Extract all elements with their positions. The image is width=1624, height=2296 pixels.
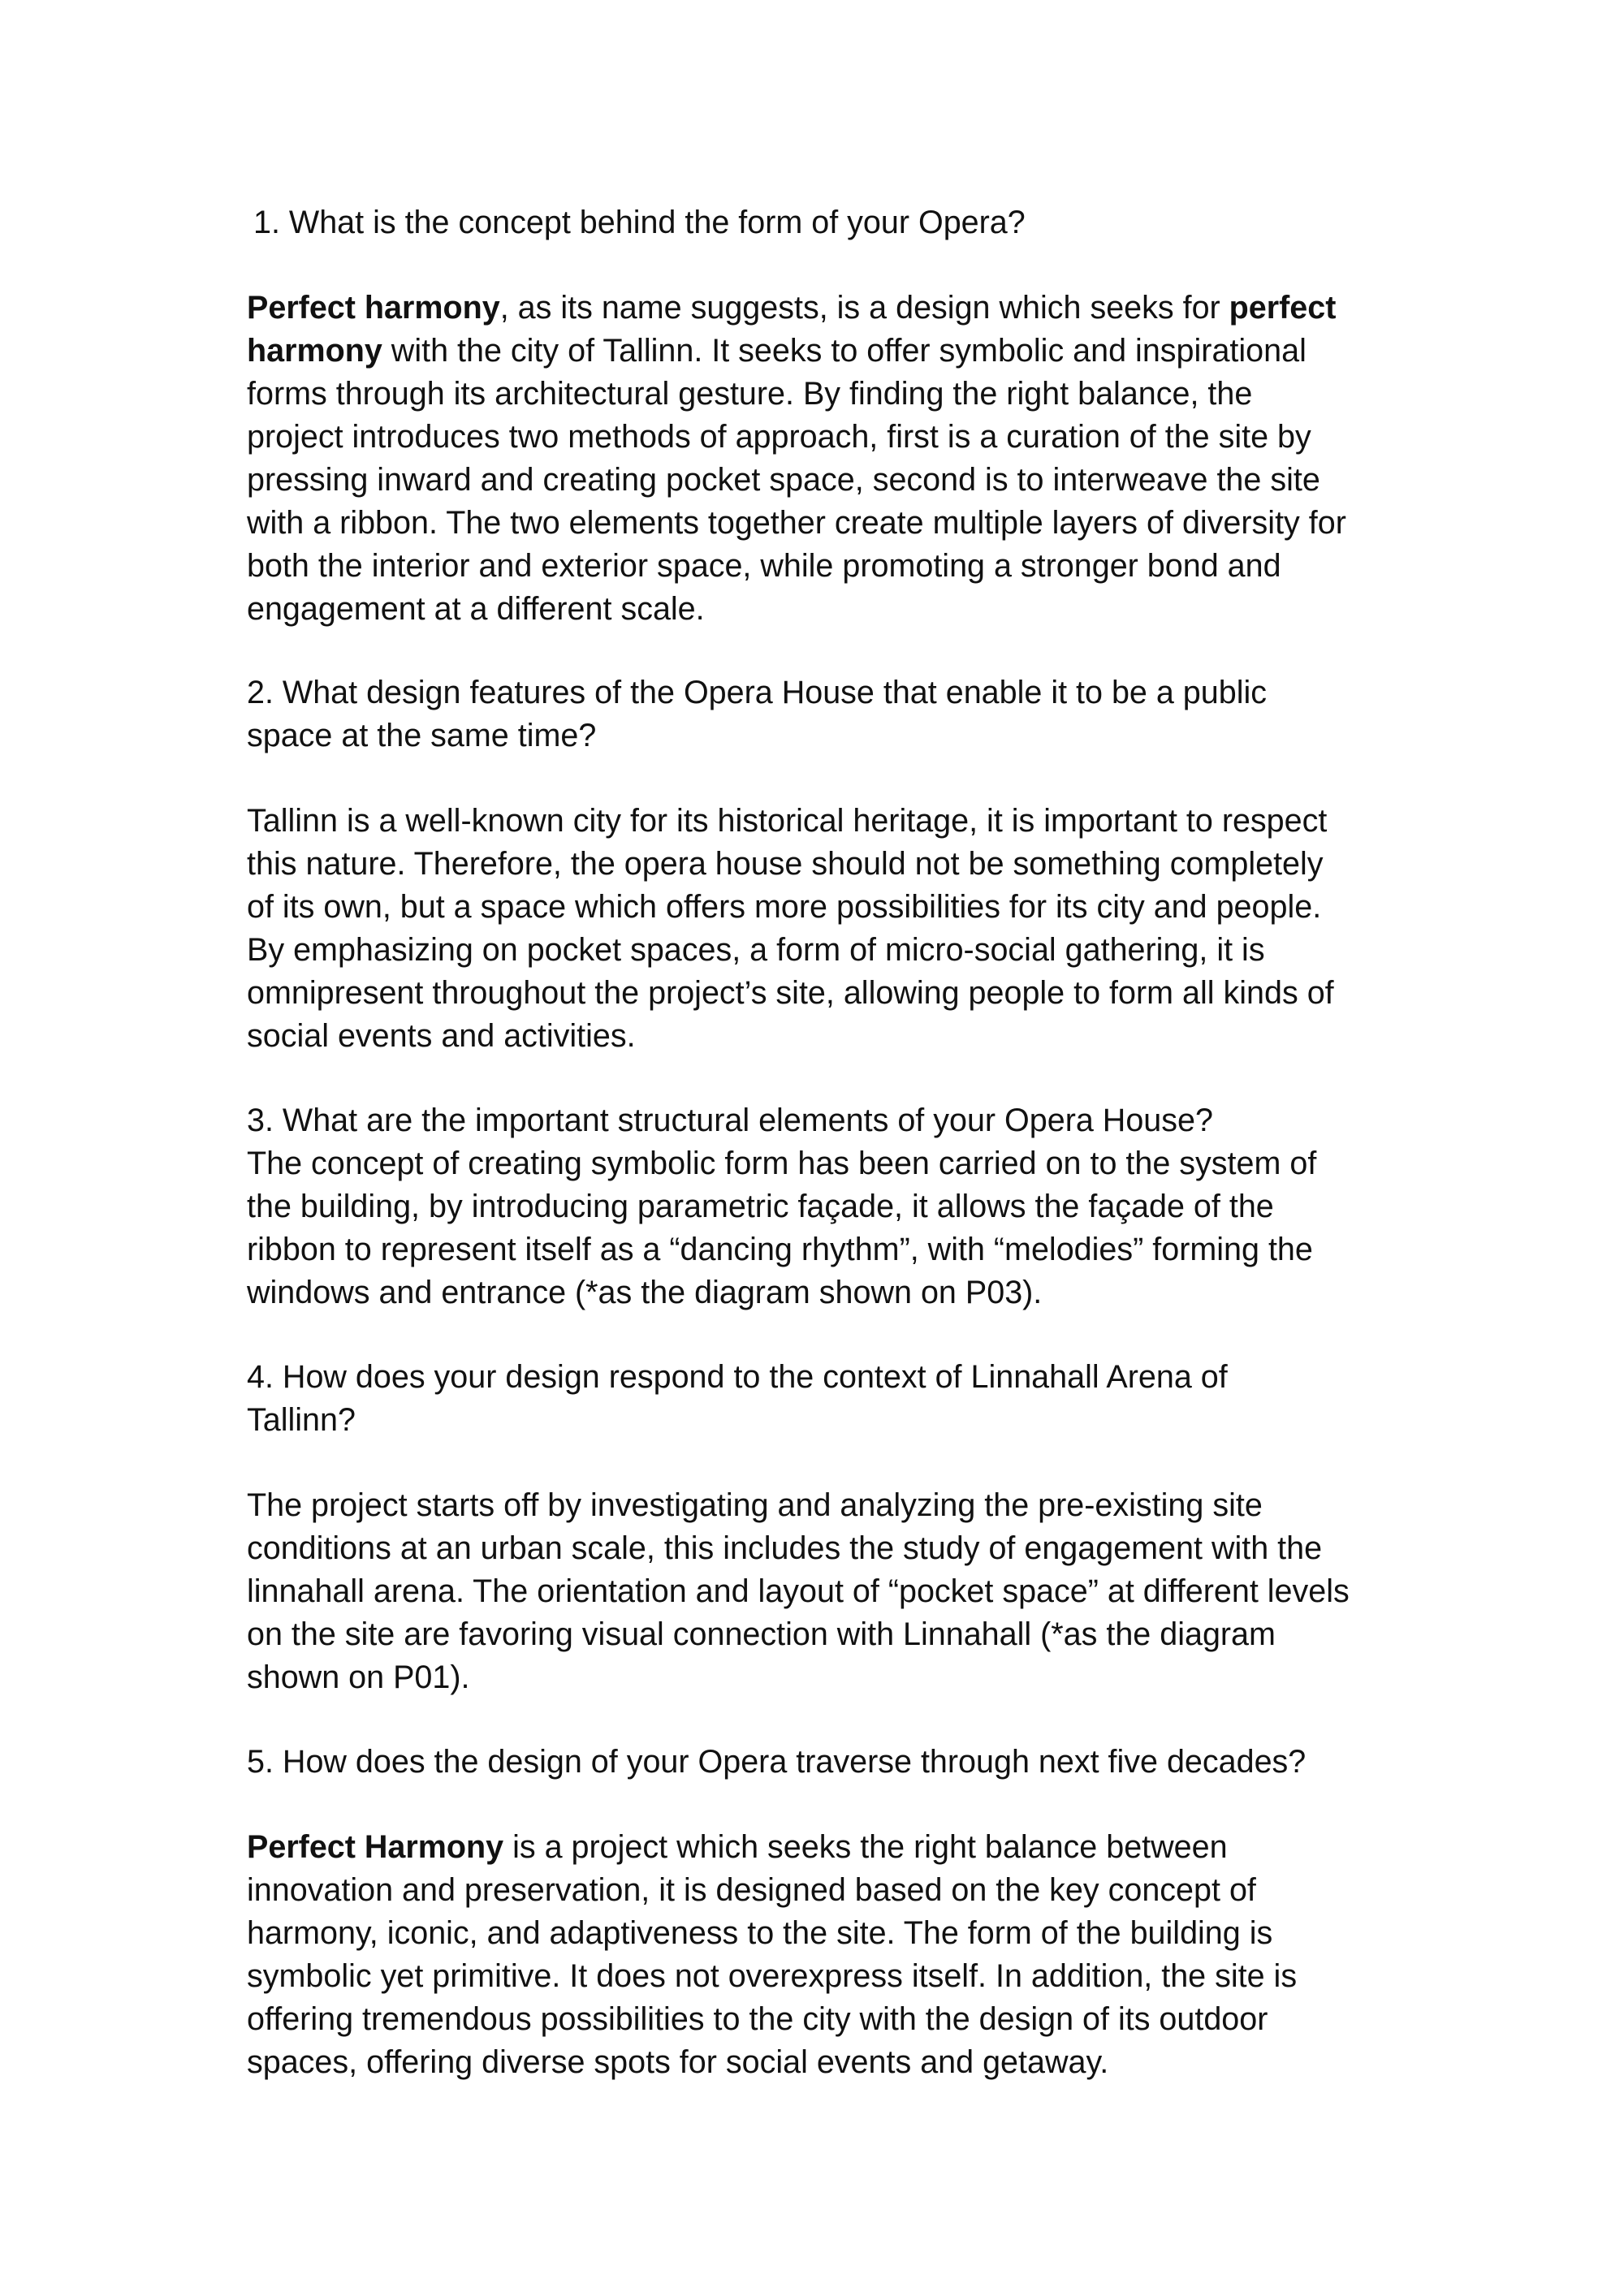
- text-line: ribbon to represent itself as a “dancing rhythm”, with “melodies” forming the: [247, 1232, 1313, 1267]
- text-line: conditions at an urban scale, this includes the study of engagement with the: [247, 1530, 1323, 1566]
- answer-1: [247, 287, 1416, 631]
- text-line: windows and entrance (*as the diagram shown on P03).: [247, 1275, 1043, 1310]
- text-line: [247, 1869, 1416, 1912]
- text-line: [247, 373, 1416, 416]
- text-segment: project introduces two methods of approach, first is a curation of the site by: [247, 419, 1311, 455]
- text-segment: engagement at a different scale.: [247, 591, 705, 627]
- text-line: [247, 588, 1416, 631]
- text-segment: both the interior and exterior space, while promoting a stronger bond and: [247, 548, 1281, 584]
- text-line: 4. How does your design respond to the context of Linnahall Arena of: [247, 1359, 1228, 1395]
- text-line: [247, 502, 1416, 545]
- text-segment: with the city of Tallinn. It seeks to offer symbolic and inspirational: [382, 333, 1307, 369]
- text-segment: innovation and preservation, it is designed based on the key concept of: [247, 1872, 1256, 1908]
- text-line: linnahall arena. The orientation and layout of “pocket space” at different levels: [247, 1573, 1350, 1609]
- text-line: 3. What are the important structural elements of your Opera House?: [247, 1103, 1213, 1138]
- text-line: social events and activities.: [247, 1018, 636, 1054]
- text-segment: symbolic yet primitive. It does not overexpress itself. In addition, the site is: [247, 1958, 1298, 1994]
- text-line: [247, 416, 1416, 459]
- answer-5: [247, 1826, 1416, 2084]
- bold-text: Perfect harmony: [247, 290, 500, 326]
- question-5: [247, 1741, 1416, 1784]
- question-2: [247, 671, 1416, 757]
- text-line: [247, 459, 1416, 502]
- bold-text: perfect: [1229, 290, 1337, 326]
- text-segment: harmony, iconic, and adaptiveness to the site. The form of the building is: [247, 1915, 1273, 1951]
- text-segment: , as its name suggests, is a design which seeks for: [499, 290, 1229, 326]
- text-line: [247, 330, 1416, 373]
- text-line: [247, 2041, 1416, 2084]
- text-line: 1. What is the concept behind the form of your Opera?: [253, 205, 1026, 240]
- text-line: [247, 1955, 1416, 1998]
- text-line: the building, by introducing parametric façade, it allows the façade of the: [247, 1189, 1274, 1224]
- text-segment: spaces, offering diverse spots for social events and getaway.: [247, 2044, 1109, 2080]
- bold-text: harmony: [247, 333, 382, 369]
- text-line: [247, 545, 1416, 588]
- text-segment: pressing inward and creating pocket space, second is to interweave the site: [247, 462, 1320, 498]
- answer-3: [247, 1142, 1416, 1314]
- text-segment: with a ribbon. The two elements together create multiple layers of diversity for: [247, 505, 1346, 541]
- text-line: omnipresent throughout the project’s site, allowing people to form all kinds of: [247, 975, 1334, 1011]
- text-segment: is a project which seeks the right balance between: [503, 1829, 1228, 1865]
- question-4: [247, 1356, 1416, 1442]
- text-line: space at the same time?: [247, 718, 597, 753]
- text-line: [247, 1826, 1416, 1869]
- question-1: [253, 201, 1423, 244]
- bold-text: Perfect Harmony: [247, 1829, 504, 1865]
- text-segment: offering tremendous possibilities to the city with the design of its outdoor: [247, 2001, 1268, 2037]
- text-line: [247, 287, 1416, 330]
- answer-2: [247, 800, 1416, 1058]
- answer-4: [247, 1484, 1416, 1699]
- text-line: 2. What design features of the Opera House that enable it to be a public: [247, 675, 1268, 710]
- text-segment: forms through its architectural gesture. By finding the right balance, the: [247, 376, 1253, 412]
- text-line: shown on P01).: [247, 1659, 470, 1695]
- question-3: [247, 1099, 1416, 1142]
- text-line: Tallinn is a well-known city for its historical heritage, it is important to respect: [247, 803, 1328, 839]
- text-line: [247, 1998, 1416, 2041]
- text-line: on the site are favoring visual connection with Linnahall (*as the diagram: [247, 1616, 1276, 1652]
- text-line: The project starts off by investigating and analyzing the pre-existing site: [247, 1487, 1263, 1523]
- text-line: The concept of creating symbolic form has been carried on to the system of: [247, 1146, 1317, 1181]
- text-line: this nature. Therefore, the opera house should not be something completely: [247, 846, 1324, 882]
- text-line: 5. How does the design of your Opera traverse through next five decades?: [247, 1744, 1307, 1780]
- text-line: [247, 1912, 1416, 1955]
- text-line: of its own, but a space which offers more possibilities for its city and people.: [247, 889, 1322, 925]
- text-line: Tallinn?: [247, 1402, 356, 1438]
- text-line: By emphasizing on pocket spaces, a form of micro-social gathering, it is: [247, 932, 1265, 968]
